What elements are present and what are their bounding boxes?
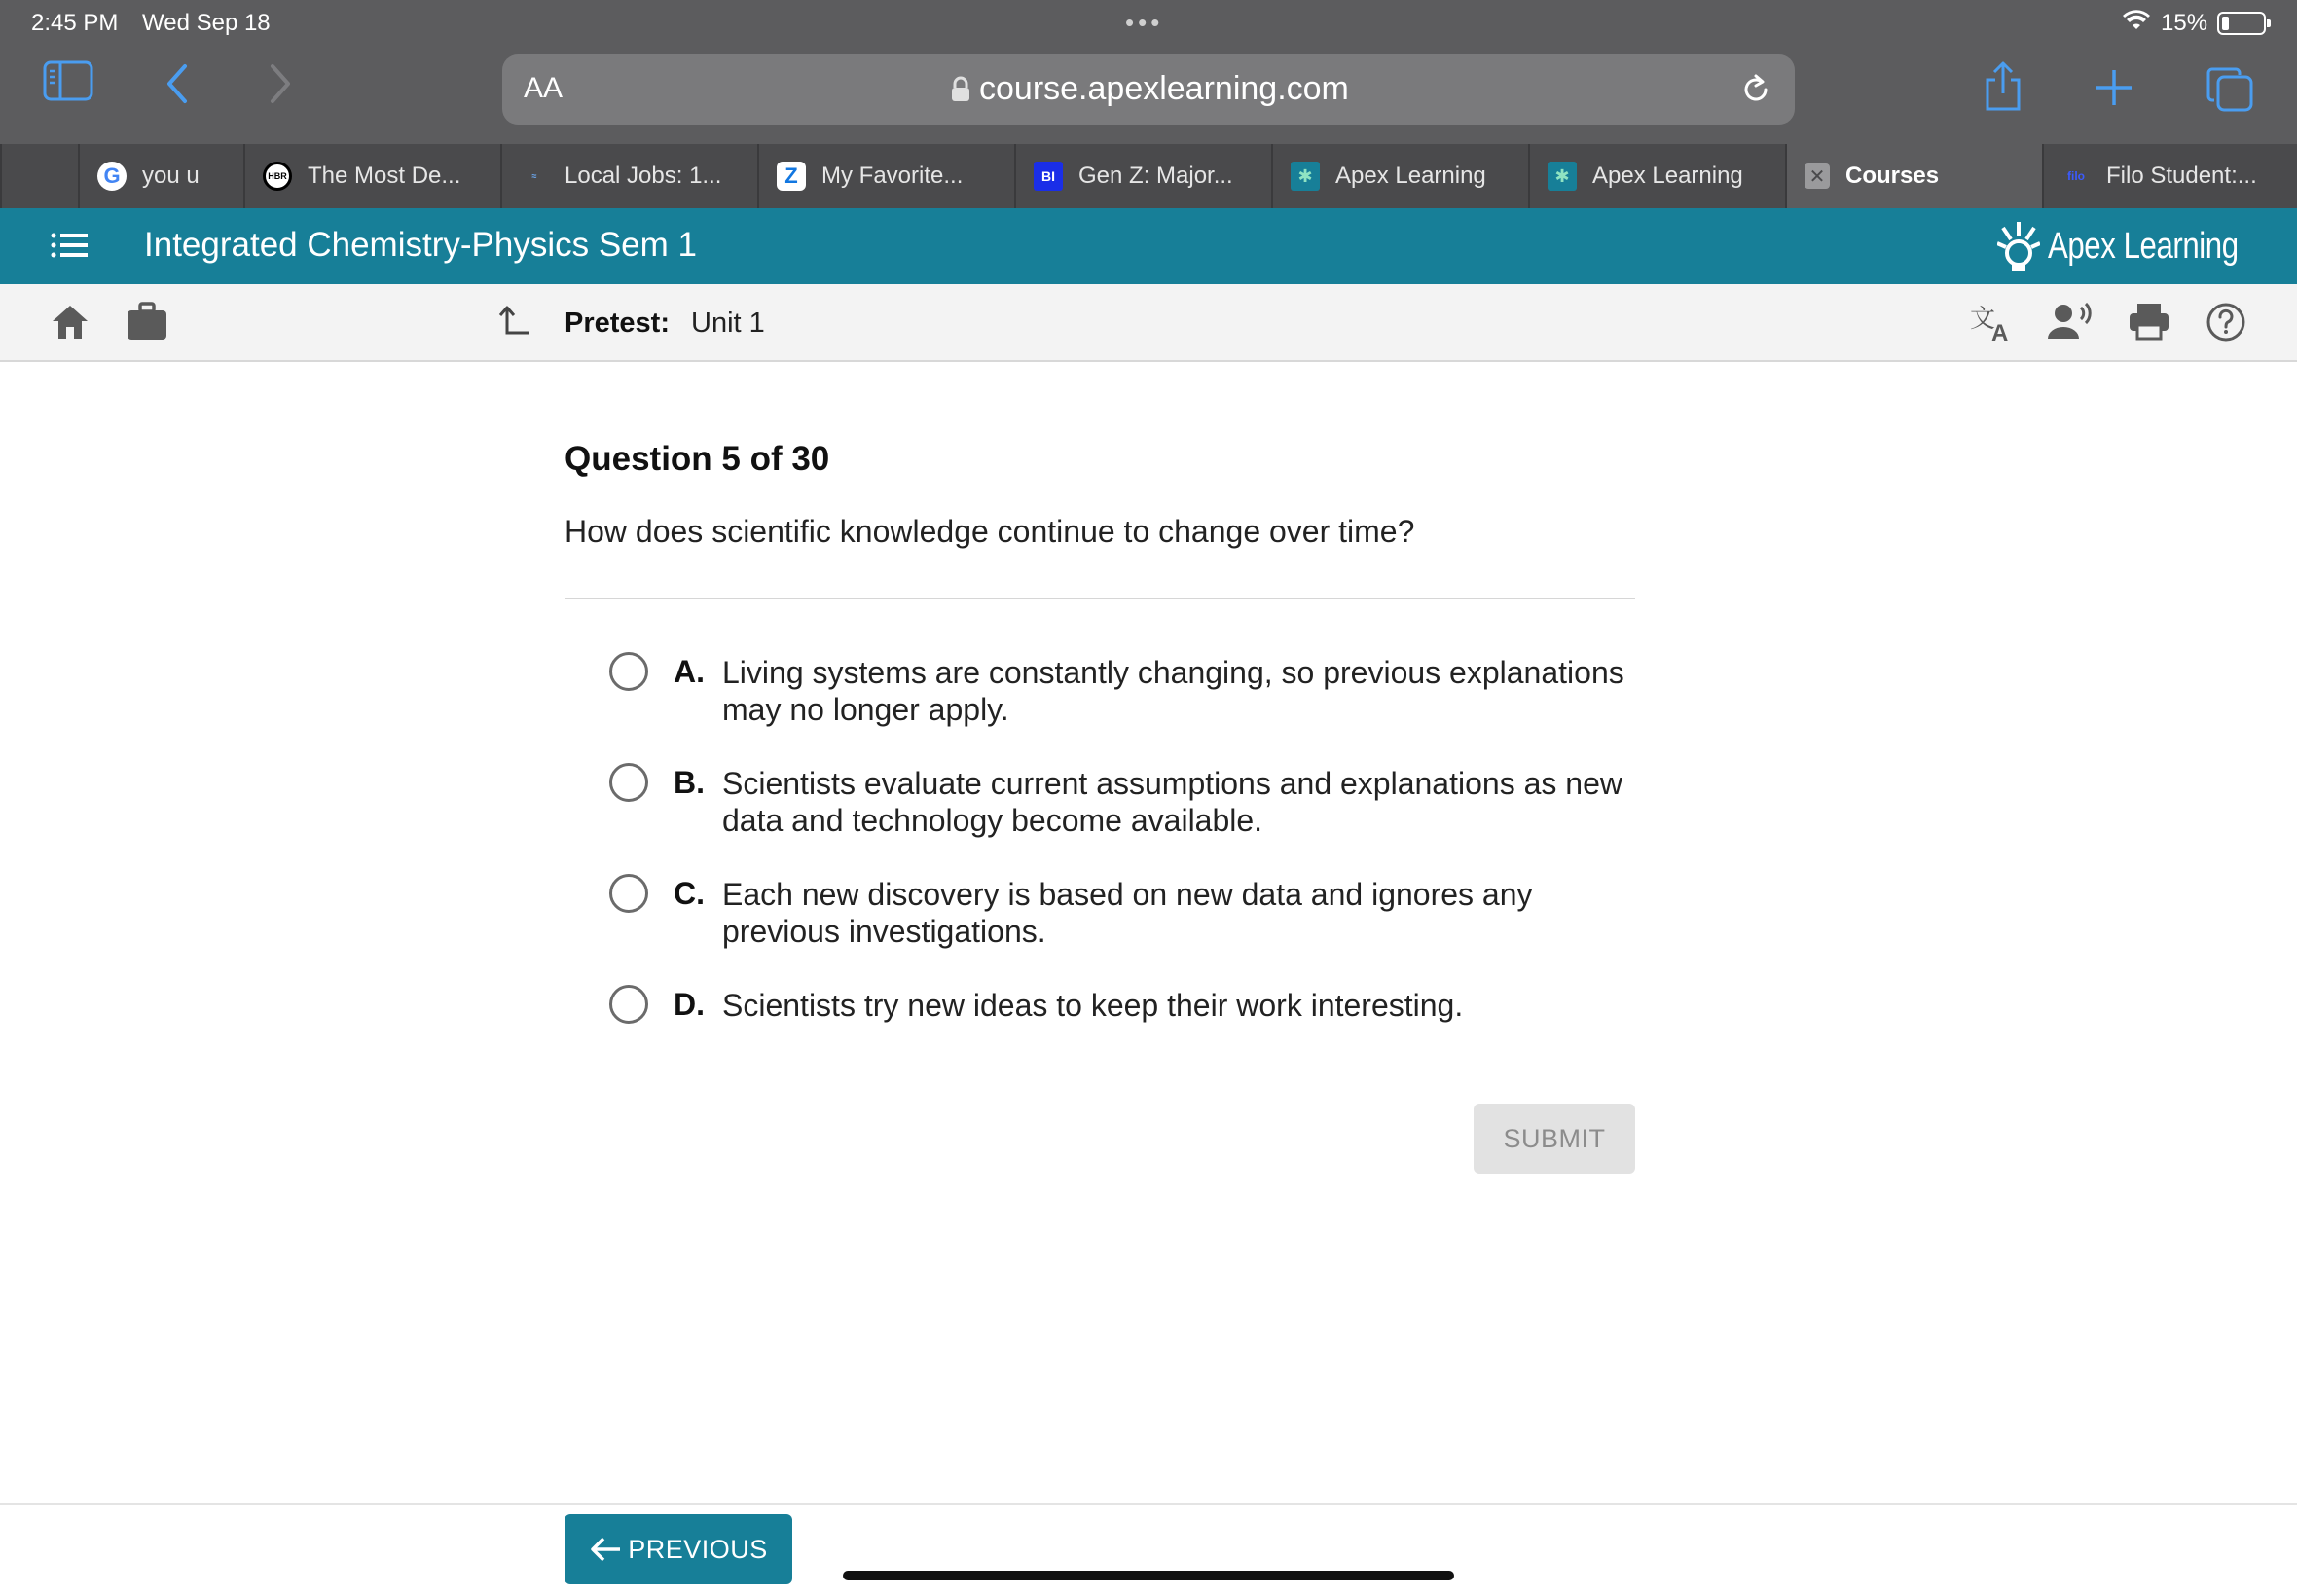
status-time: 2:45 PM [31,10,119,36]
lock-icon [950,76,971,108]
choice-letter: C. [674,876,705,911]
submit-button[interactable]: SUBMIT [1474,1104,1635,1174]
svg-text:文: 文 [1970,305,1996,334]
text-to-speech-icon[interactable] [2048,302,2093,345]
answer-choice-b[interactable] [609,761,1660,839]
previous-button[interactable] [565,1514,792,1584]
answer-choice-c[interactable] [609,872,1660,950]
tab-label: Filo Student:... [2106,163,2257,189]
sidebar-toggle-icon[interactable] [43,60,93,101]
tab-label: Apex Learning [1335,163,1486,189]
google-favicon-icon: G [97,162,127,191]
tab-gen-z[interactable] [1014,144,1271,208]
previous-label: PREVIOUS [628,1534,768,1564]
footer-divider [0,1503,2297,1505]
local-jobs-favicon-icon: ≈ [531,171,537,181]
question-divider [565,598,1635,599]
radio-button-c[interactable] [609,874,648,913]
tab-label: Local Jobs: 1... [565,163,722,189]
back-arrow-icon[interactable] [156,60,199,107]
left-arrow-icon [589,1536,622,1563]
apex-favicon-icon: ✱ [1548,162,1577,191]
activity-type-label: Pretest: [565,308,670,339]
tab-apex-learning-2[interactable] [1528,144,1785,208]
close-tab-icon[interactable]: ✕ [1805,163,1830,189]
help-icon[interactable] [2206,302,2246,347]
radio-button-a[interactable] [609,652,648,691]
tab-label: My Favorite... [821,163,964,189]
svg-text:A: A [1991,320,2009,343]
tab-overview-icon[interactable] [2206,64,2256,115]
course-title: Integrated Chemistry-Physics Sem 1 [144,226,697,264]
choice-letter: A. [674,654,705,689]
tab-filo[interactable] [2042,144,2297,208]
briefcase-icon[interactable] [127,302,167,345]
reload-icon[interactable] [1738,72,1773,112]
apex-logo [1997,220,2280,272]
activity-toolbar [0,284,2297,362]
tab-courses[interactable] [1785,144,2042,208]
print-icon[interactable] [2128,302,2170,345]
url-text[interactable]: course.apexlearning.com [979,70,1349,107]
answer-choice-a[interactable] [609,650,1660,728]
radio-button-b[interactable] [609,763,648,802]
answer-choice-d[interactable] [609,983,1660,1026]
choice-text: Scientists try new ideas to keep their work interesting. [722,988,1464,1023]
status-bar [0,0,2297,47]
tab-hbr[interactable] [243,144,500,208]
question-number: Question 5 of 30 [565,440,830,478]
status-date: Wed Sep 18 [142,10,271,36]
course-menu-icon[interactable] [51,230,90,266]
radio-button-d[interactable] [609,985,648,1024]
tab-label: you u [142,163,200,189]
new-tab-plus-icon[interactable] [2091,64,2137,111]
tab-label: The Most De... [308,163,461,189]
battery-percentage: 15% [2161,10,2208,36]
tab-label: Apex Learning [1592,163,1743,189]
choice-letter: B. [674,765,705,800]
question-prompt: How does scientific knowledge continue to change over time? [565,514,1415,549]
choice-letter: D. [674,987,705,1022]
tab-label: Gen Z: Major... [1078,163,1233,189]
tab-label: Courses [1845,163,1940,189]
apex-logo-text: Apex Learning [2048,225,2239,267]
wifi-icon [2122,10,2151,40]
reader-aa-button[interactable]: AA [524,72,564,104]
filo-favicon-icon: filo [2067,169,2085,183]
browser-chrome [0,0,2297,144]
multitasking-dots-icon[interactable]: ••• [1125,8,1164,37]
tab-my-favorite[interactable] [757,144,1014,208]
forward-arrow-icon[interactable] [259,60,302,107]
apex-lightbulb-icon [1997,220,2040,272]
course-header [0,208,2297,284]
choice-text: Each new discovery is based on new data and ignores any previous investigations. [722,877,1533,949]
choice-text: Scientists evaluate current assumptions and explanations as new data and technology become available. [722,766,1622,838]
zillow-favicon-icon: Z [777,162,806,191]
share-icon[interactable] [1980,60,2026,113]
hbr-favicon-icon: HBR [263,162,292,191]
translate-icon[interactable] [1970,302,2015,347]
tab-google[interactable] [78,144,253,208]
tab-apex-learning-1[interactable] [1271,144,1528,208]
battery-icon [2217,12,2266,35]
bi-favicon-icon: BI [1034,162,1063,191]
tab-strip [0,144,2297,208]
address-bar[interactable] [502,54,1795,125]
home-icon[interactable] [51,304,90,345]
home-indicator[interactable] [843,1571,1454,1580]
apex-favicon-icon: ✱ [1291,162,1320,191]
choice-text: Living systems are constantly changing, so previous explanations may no longer apply. [722,655,1624,727]
tab-pinned[interactable] [0,144,78,208]
activity-name: Unit 1 [691,308,765,339]
up-level-arrow-icon[interactable] [496,304,531,342]
tab-local-jobs[interactable] [500,144,757,208]
